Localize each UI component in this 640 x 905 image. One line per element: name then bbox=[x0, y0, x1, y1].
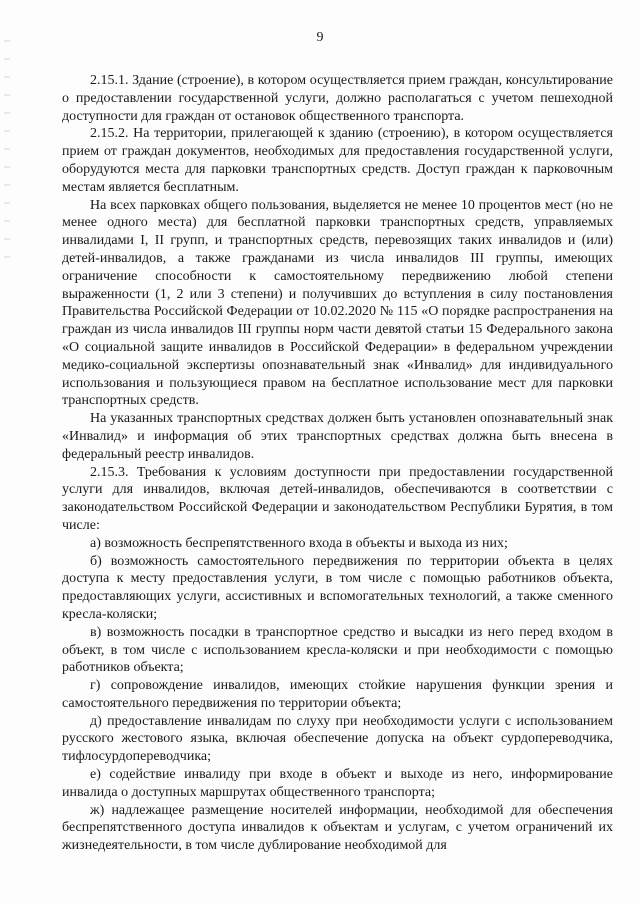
document-body bbox=[62, 72, 613, 855]
paragraph-parking-sign: На указанных транспортных средствах должен быть установлен опознавательный знак «Инвалид» и информация об этих транспортных средствах должна быть внесена в федеральный реестр инвалидов. bbox=[62, 411, 613, 462]
paragraph-parking-allocation: На всех парковках общего пользования, выделяется не менее 10 процентов мест (но не менее одного места) для бесплатной парковки транспортных средств, управляемых инвалидами I, II групп, и транспортных средств, перевозящих таких инвалидов и (или) детей-инвалидов, а также гражданами из числа инвалидов III группы, имеющих ограничение способности к самостоятельному передвижению любой степени выраженности (1, 2 или 3 степени) и получивших до вступления в силу постановления Правительства Российской Федерации от 10.02.2020 № 115 «О порядке распространения на граждан из числа инвалидов III группы норм части девятой статьи 15 Федерального закона «О социальной защите инвалидов в Российской Федерации» в федеральном учреждении медико-социальной экспертизы опознавательный знак «Инвалид» для индивидуального использования и пользующиеся правом на бесплатное использование мест для парковки транспортных средств. bbox=[62, 197, 613, 409]
scan-margin-marks bbox=[4, 40, 10, 260]
list-item-a: а) возможность беспрепятственного входа в объекты и выхода из них; bbox=[90, 535, 508, 551]
list-item-g: г) сопровождение инвалидов, имеющих стойкие нарушения функции зрения и самостоятельного передвижения по территории объекта; bbox=[62, 678, 613, 711]
list-item-b: б) возможность самостоятельного передвижения по территории объекта в целях доступа к месту предоставления услуги, в том числе с помощью работников объекта, предоставляющих услуги, ассистивных и вспомогательных технологий, а также сменного кресла-коляски; bbox=[62, 553, 613, 622]
paragraph-2-15-1: 2.15.1. Здание (строение), в котором осуществляется прием граждан, консультирование о предоставлении государственной услуги, должно располагаться с учетом пешеходной доступности для граждан от остановок общественного транспорта. bbox=[62, 73, 613, 124]
list-item-e: е) содействие инвалиду при входе в объект и выходе из него, информирование инвалида о доступных маршрутах общественного транспорта; bbox=[62, 767, 613, 800]
list-item-v: в) возможность посадки в транспортное средство и высадки из него перед входом в объект, в том числе с использованием кресла-коляски и при необходимости с помощью работников объекта; bbox=[62, 624, 613, 676]
list-item-d: д) предоставление инвалидам по слуху при необходимости услуги с использованием русского жестового языка, включая обеспечение допуска на объект сурдопереводчика, тифлосурдопереводчика; bbox=[62, 713, 613, 765]
paragraph-2-15-3: 2.15.3. Требования к условиям доступности при предоставлении государственной услуги для инвалидов, включая детей-инвалидов, обеспечиваются в соответствии с законодательством Российской Федерации и законодательством Республики Бурятия, в том числе: bbox=[62, 464, 613, 533]
page-number: 9 bbox=[316, 30, 324, 45]
paragraph-2-15-2: 2.15.2. На территории, прилегающей к зданию (строению), в котором осуществляется прием от граждан документов, необходимых для предоставления государственной услуги, оборудуются места для парковки транспортных средств. Доступ граждан к парковочным местам является бесплатным. bbox=[62, 126, 613, 195]
list-item-zh: ж) надлежащее размещение носителей информации, необходимой для обеспечения беспрепятственного доступа инвалидов к объектам и услугам, с учетом ограничений их жизнедеятельности, в том числе дублирование необходимой для bbox=[62, 802, 613, 854]
